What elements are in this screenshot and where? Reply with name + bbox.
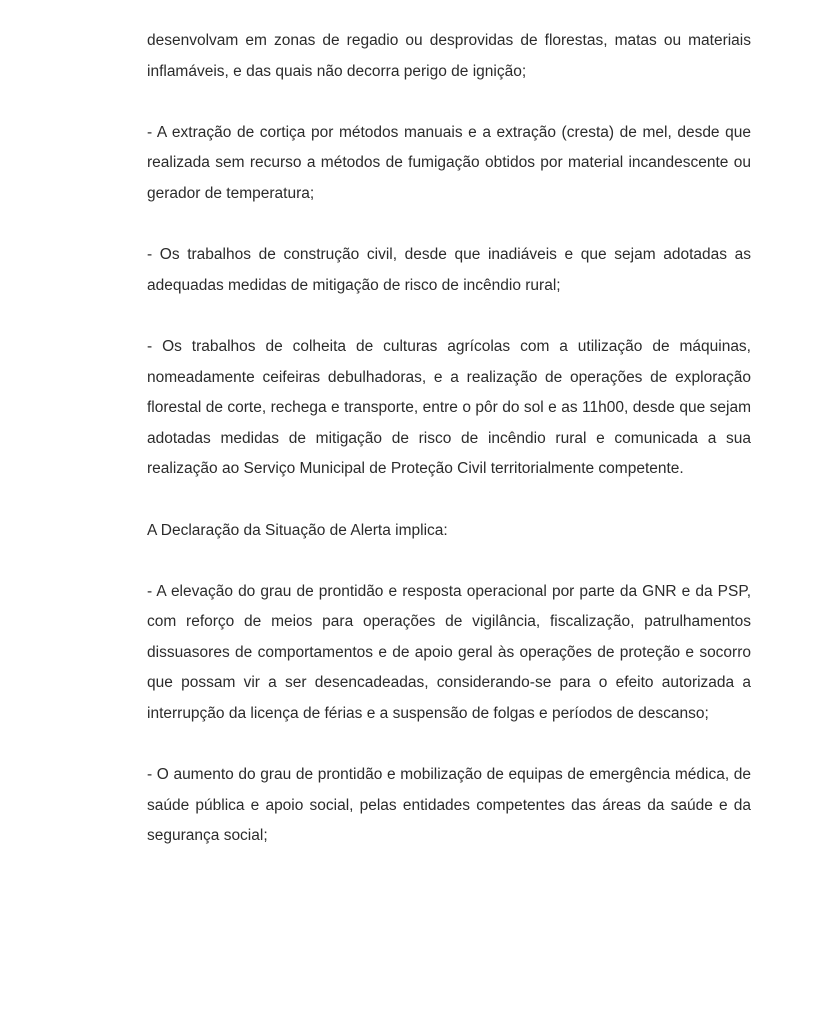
- paragraph-civil-construction: - Os trabalhos de construção civil, desde que inadiáveis e que sejam adotadas as adequadas medidas de mitigação de risco de incêndio rural;: [147, 246, 751, 294]
- paragraph-alert-declaration-heading: A Declaração da Situação de Alerta implica:: [147, 521, 448, 539]
- document-body: [147, 26, 751, 852]
- paragraph-cork-honey-extraction: - A extração de cortiça por métodos manuais e a extração (cresta) de mel, desde que realizada sem recurso a métodos de fumigação obtidos por material incandescente ou gerador de temperatura;: [147, 123, 751, 202]
- paragraph-medical-emergency-readiness: - O aumento do grau de prontidão e mobilização de equipas de emergência médica, de saúde pública e apoio social, pelas entidades competentes das áreas da saúde e da segurança social;: [147, 766, 751, 845]
- paragraph-gnr-psp-readiness: - A elevação do grau de prontidão e resposta operacional por parte da GNR e da PSP, com reforço de meios para operações de vigilância, fiscalização, patrulhamentos dissuasores de comportamentos e de apoio geral às operações de proteção e socorro que possam vir a ser desencadeadas, considerando-se para o efeito autorizada a interrupção da licença de férias e a suspensão de folgas e períodos de descanso;: [147, 582, 751, 723]
- paragraph-ignition-continuation: desenvolvam em zonas de regadio ou desprovidas de florestas, matas ou materiais inflamáveis, e das quais não decorra perigo de ignição;: [147, 32, 751, 80]
- paragraph-agricultural-harvest: - Os trabalhos de colheita de culturas agrícolas com a utilização de máquinas, nomeadamente ceifeiras debulhadoras, e a realização de operações de exploração florestal de corte, rechega e transporte, entre o pôr do sol e as 11h00, desde que sejam adotadas medidas de mitigação de risco de incêndio rural e comunicada a sua realização ao Serviço Municipal de Proteção Civil territorialmente competente.: [147, 337, 751, 478]
